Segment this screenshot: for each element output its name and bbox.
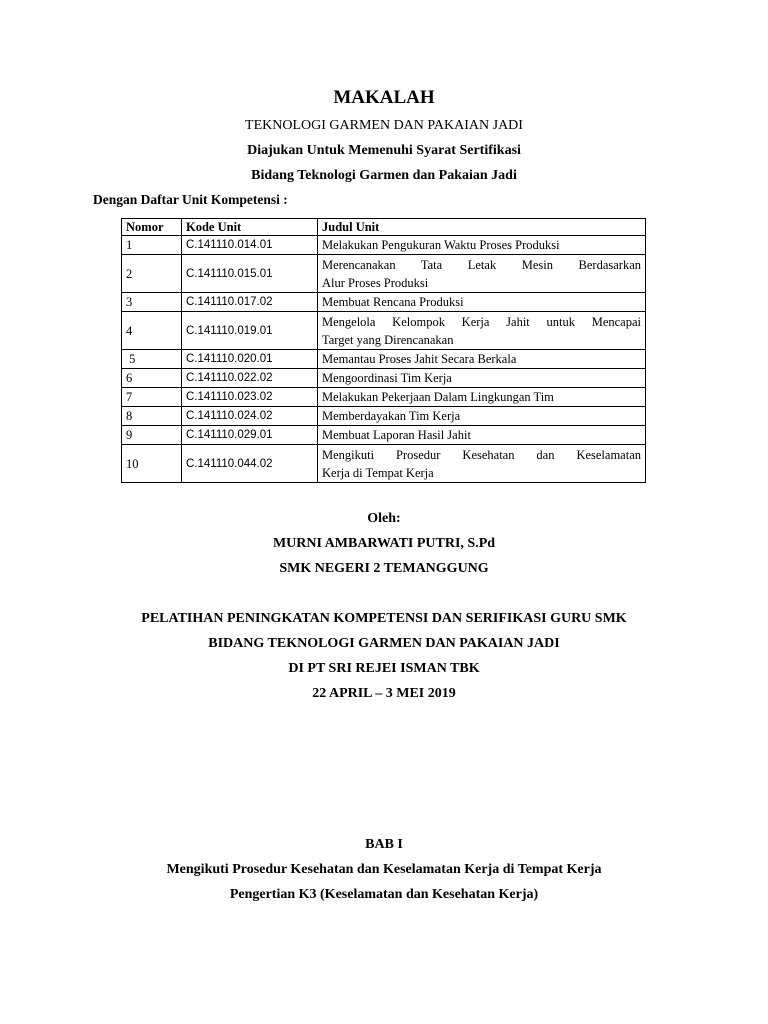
- cell-judul-unit: [318, 236, 646, 255]
- judul-line: Membuat Rencana Produksi: [322, 295, 464, 309]
- document-field: Bidang Teknologi Garmen dan Pakaian Jadi: [251, 168, 517, 183]
- cell-nomor: 9: [122, 426, 182, 445]
- header-nomor: Nomor: [122, 219, 182, 236]
- document-purpose: Diajukan Untuk Memenuhi Syarat Sertifikasi: [247, 143, 521, 158]
- cell-judul-unit: [318, 426, 646, 445]
- judul-line: Melakukan Pengukuran Waktu Proses Produksi: [322, 238, 560, 252]
- cell-kode-unit: C.141110.015.01: [182, 255, 318, 293]
- table-row: [122, 426, 646, 445]
- chapter-label: BAB I: [365, 837, 403, 852]
- cell-nomor: 2: [122, 255, 182, 293]
- cell-nomor: 3: [122, 293, 182, 312]
- table-row: [122, 350, 646, 369]
- judul-line: Target yang Direncanakan: [322, 332, 454, 347]
- cell-judul-unit: [318, 312, 646, 350]
- document-title: MAKALAH: [333, 87, 435, 108]
- author-school: SMK NEGERI 2 TEMANGGUNG: [279, 561, 489, 576]
- document-subtitle: TEKNOLOGI GARMEN DAN PAKAIAN JADI: [245, 118, 523, 133]
- judul-line: Membuat Laporan Hasil Jahit: [322, 428, 471, 442]
- cell-kode-unit: C.141110.020.01: [182, 350, 318, 369]
- cell-judul-unit: [318, 293, 646, 312]
- judul-line: Melakukan Pekerjaan Dalam Lingkungan Tim: [322, 390, 554, 404]
- cell-kode-unit: C.141110.014.01: [182, 236, 318, 255]
- judul-line: Alur Proses Produksi: [322, 275, 429, 290]
- cell-nomor: 7: [122, 388, 182, 407]
- cell-nomor: 10: [122, 445, 182, 483]
- training-line-1: PELATIHAN PENINGKATAN KOMPETENSI DAN SERIFIKASI GURU SMK: [141, 611, 627, 626]
- header-kode-unit: Kode Unit: [182, 219, 318, 236]
- judul-line: Memantau Proses Jahit Secara Berkala: [322, 352, 517, 366]
- training-dates: 22 APRIL – 3 MEI 2019: [312, 686, 456, 701]
- cell-nomor: 1: [122, 236, 182, 255]
- table-row: [122, 236, 646, 255]
- judul-line: Merencanakan Tata Letak Mesin Berdasarkan: [322, 257, 641, 272]
- section-title: Pengertian K3 (Keselamatan dan Kesehatan Kerja): [229, 887, 539, 902]
- cell-nomor: 4: [122, 312, 182, 350]
- training-line-3: DI PT SRI REJEI ISMAN TBK: [288, 661, 480, 676]
- cell-kode-unit: C.141110.044.02: [182, 445, 318, 483]
- table-row: [122, 369, 646, 388]
- judul-line: Mengelola Kelompok Kerja Jahit untuk Mencapai: [322, 314, 641, 329]
- cell-nomor: 5: [122, 350, 182, 369]
- judul-line: Mengoordinasi Tim Kerja: [322, 371, 452, 385]
- table-row: [122, 407, 646, 426]
- cell-nomor: 6: [122, 369, 182, 388]
- judul-line: Mengikuti Prosedur Kesehatan dan Keselamatan: [322, 447, 641, 462]
- cell-judul-unit: [318, 445, 646, 483]
- cell-kode-unit: C.141110.022.02: [182, 369, 318, 388]
- cell-judul-unit: [318, 350, 646, 369]
- cell-kode-unit: C.141110.024.02: [182, 407, 318, 426]
- units-intro: Dengan Daftar Unit Kompetensi :: [93, 192, 288, 207]
- cell-judul-unit: [318, 407, 646, 426]
- table-header-row: [122, 219, 646, 236]
- table-body: [122, 236, 646, 483]
- cell-judul-unit: [318, 388, 646, 407]
- cell-kode-unit: C.141110.029.01: [182, 426, 318, 445]
- header-judul-unit: Judul Unit: [318, 219, 646, 236]
- judul-line: Kerja di Tempat Kerja: [322, 465, 434, 480]
- table-row: [122, 312, 646, 350]
- cell-kode-unit: C.141110.023.02: [182, 388, 318, 407]
- competency-table: [121, 218, 646, 483]
- table-row: [122, 293, 646, 312]
- cell-judul-unit: [318, 255, 646, 293]
- cell-nomor: 8: [122, 407, 182, 426]
- judul-line: Memberdayakan Tim Kerja: [322, 409, 461, 423]
- cell-kode-unit: C.141110.019.01: [182, 312, 318, 350]
- training-line-2: BIDANG TEKNOLOGI GARMEN DAN PAKAIAN JADI: [208, 636, 560, 651]
- table-row: [122, 388, 646, 407]
- author-name: MURNI AMBARWATI PUTRI, S.Pd: [272, 536, 496, 551]
- chapter-title: Mengikuti Prosedur Kesehatan dan Keselamatan Kerja di Tempat Kerja: [166, 862, 602, 877]
- cell-kode-unit: C.141110.017.02: [182, 293, 318, 312]
- table-row: [122, 445, 646, 483]
- table-row: [122, 255, 646, 293]
- cell-judul-unit: [318, 369, 646, 388]
- by-label: Oleh:: [367, 511, 401, 526]
